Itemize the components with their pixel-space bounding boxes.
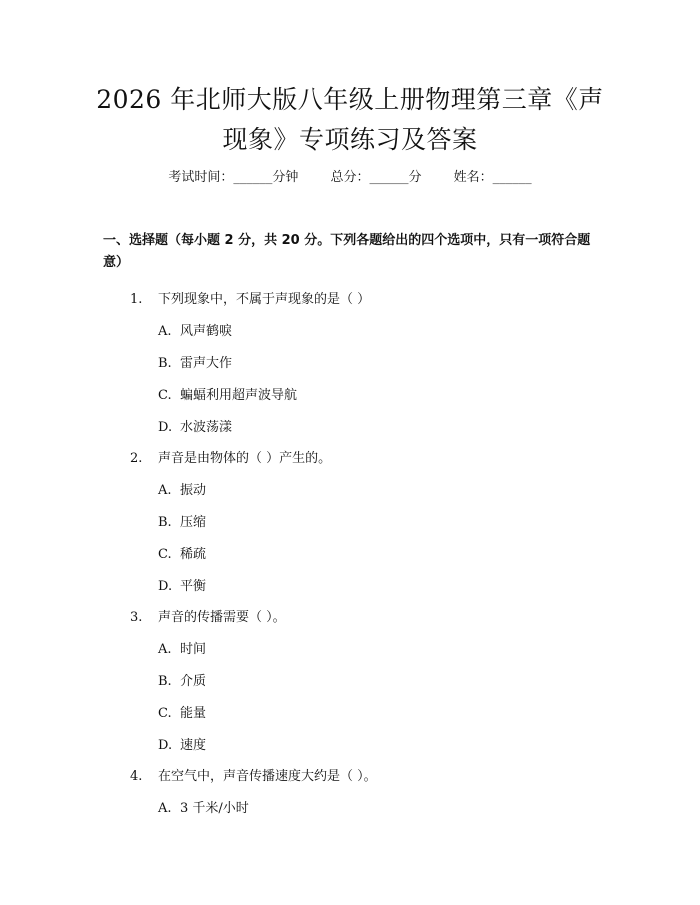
option-2-a [158, 481, 206, 501]
option-letter: B. [158, 356, 172, 371]
option-text: 介质 [180, 674, 207, 689]
option-letter: A. [158, 801, 172, 816]
option-letter: B. [158, 515, 172, 530]
option-letter: D. [158, 420, 173, 435]
option-3-c [158, 704, 206, 724]
option-letter: C. [158, 547, 172, 562]
option-text: 3 千米/小时 [180, 801, 249, 816]
question-number: 4. [130, 769, 143, 784]
document-title [60, 80, 640, 160]
option-3-b [158, 672, 206, 692]
option-letter: A. [158, 642, 172, 657]
option-2-c [158, 545, 206, 565]
option-3-d [158, 736, 206, 756]
title-line-1: 2026 年北师大版八年级上册物理第三章《声 [96, 85, 604, 114]
option-letter: A. [158, 483, 172, 498]
option-text: 雷声大作 [180, 356, 233, 371]
question-4 [130, 767, 377, 787]
title-line-2: 现象》专项练习及答案 [222, 125, 478, 154]
option-4-a [158, 799, 249, 819]
question-2 [130, 449, 331, 469]
option-text: 平衡 [180, 579, 207, 594]
option-letter: D. [158, 579, 173, 594]
option-letter: D. [158, 738, 173, 753]
option-1-d [158, 418, 232, 438]
option-3-a [158, 640, 206, 660]
exam-score: 总分：______分 [330, 170, 422, 185]
question-text: 在空气中，声音传播速度大约是（ ）。 [158, 769, 377, 784]
question-text: 声音是由物体的（ ）产生的。 [158, 451, 332, 466]
exam-name: 姓名：______ [453, 170, 532, 185]
option-letter: A. [158, 324, 172, 339]
option-text: 稀疏 [180, 547, 207, 562]
option-text: 压缩 [180, 515, 207, 530]
option-2-d [158, 577, 206, 597]
section-heading: 一、选择题（每小题 2 分，共 20 分。下列各题给出的四个选项中，只有一项符合题意） [103, 233, 591, 270]
option-text: 风声鹤唳 [180, 324, 233, 339]
option-text: 时间 [180, 642, 207, 657]
option-letter: B. [158, 674, 172, 689]
option-text: 能量 [180, 706, 207, 721]
option-2-b [158, 513, 206, 533]
option-1-b [158, 354, 232, 374]
option-1-a [158, 322, 232, 342]
exam-time: 考试时间：______分钟 [168, 170, 299, 185]
question-number: 1. [130, 292, 143, 307]
option-letter: C. [158, 388, 172, 403]
option-text: 速度 [180, 738, 207, 753]
option-text: 蝙蝠利用超声波导航 [180, 388, 298, 403]
question-text: 声音的传播需要（ ）。 [158, 610, 286, 625]
question-text: 下列现象中，不属于声现象的是（ ） [158, 292, 371, 307]
question-number: 3. [130, 610, 143, 625]
question-3 [130, 608, 286, 628]
option-letter: C. [158, 706, 172, 721]
option-text: 振动 [180, 483, 207, 498]
question-1 [130, 290, 370, 310]
exam-meta [0, 168, 700, 188]
option-1-c [158, 386, 297, 406]
question-number: 2. [130, 451, 143, 466]
option-text: 水波荡漾 [180, 420, 233, 435]
